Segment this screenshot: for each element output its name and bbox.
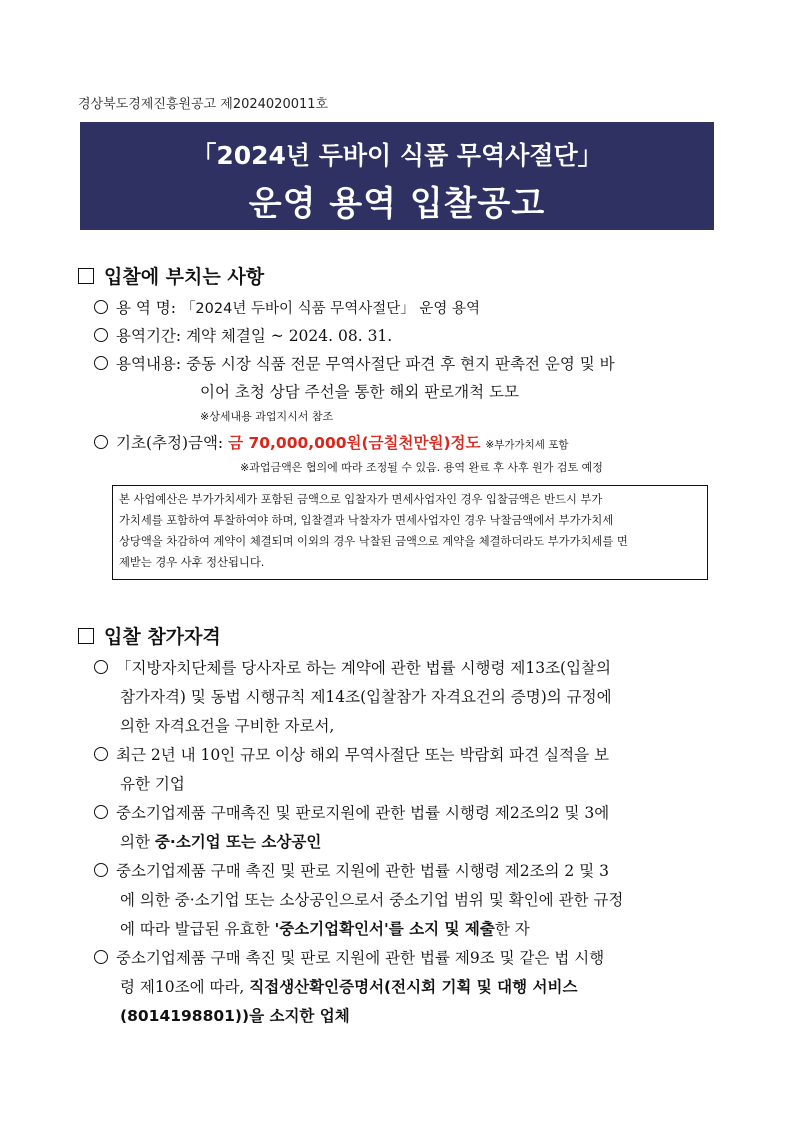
qualification-item2-line2: 유한 기업: [120, 775, 185, 793]
budget-note: ※과업금액은 협의에 따라 조정될 수 있음. 용역 완료 후 사후 원가 검토 예정: [240, 461, 603, 474]
service-content-line2: 이어 초청 상담 주선을 통한 해외 판로개척 도모: [200, 383, 519, 401]
content-note: ※상세내용 과업지시서 참조: [200, 410, 334, 423]
qualification-item4: 중소기업제품 구매 촉진 및 판로 지원에 관한 법률 시행령 제2조의 2 및 3: [94, 859, 609, 881]
title-banner: [80, 122, 714, 230]
circle-bullet-icon: [94, 863, 108, 877]
vat-notice-box: 본 사업예산은 부가가치세가 포함된 금액으로 입찰자가 면세사업자인 경우 입찰금액은 반드시 부가 가치세를 포함하여 투찰하여야 하며, 입찰결과 낙찰자가 면세사업자인 경우 낙찰금액에서 부가가치세 상당액을 차감하여 계약이 체결되며 이외의 경우 낙찰된 금액으로 계약을 체결하더라도 부가가치세를 면 제받는 경우 사후 정산됩니다.: [112, 485, 708, 580]
qualification-item1: 「지방자치단체를 당사자로 하는 계약에 관한 법률 시행령 제13조(입찰의: [94, 656, 611, 678]
square-bullet-icon: [78, 628, 94, 644]
square-bullet-icon: [78, 268, 94, 284]
circle-bullet-icon: [94, 328, 108, 342]
qualification-item1-line3: 의한 자격요건을 구비한 자로서,: [120, 717, 335, 735]
circle-bullet-icon: [94, 660, 108, 674]
section1-heading: 입찰에 부치는 사항: [78, 262, 264, 289]
notice-number: 경상북도경제진흥원공고 제2024020011호: [78, 97, 329, 112]
circle-bullet-icon: [94, 356, 108, 370]
qualification-item4-line2: 에 의한 중·소기업 또는 소상공인으로서 중소기업 범위 및 확인에 관한 규정: [120, 891, 624, 909]
service-name-row: 용 역 명: 「2024년 두바이 식품 무역사절단」 운영 용역: [94, 296, 480, 318]
banner-title-line1: 「2024년 두바이 식품 무역사절단」: [191, 141, 603, 170]
circle-bullet-icon: [94, 435, 108, 449]
qualification-item5: 중소기업제품 구매 촉진 및 판로 지원에 관한 법률 제9조 및 같은 법 시행: [94, 946, 604, 968]
qualification-item3: 중소기업제품 구매촉진 및 판로지원에 관한 법률 시행령 제2조의2 및 3에: [94, 801, 609, 823]
circle-bullet-icon: [94, 950, 108, 964]
banner-title-line2: 운영 용역 입찰공고: [248, 184, 546, 224]
circle-bullet-icon: [94, 747, 108, 761]
service-content-row: 용역내용: 중동 시장 식품 전문 무역사절단 파견 후 현지 판촉전 운영 및 바: [94, 352, 615, 374]
circle-bullet-icon: [94, 805, 108, 819]
budget-amount: 금 70,000,000원(금칠천만원)정도: [228, 434, 481, 452]
qualification-item2: 최근 2년 내 10인 규모 이상 해외 무역사절단 또는 박람회 파견 실적을 보: [94, 743, 609, 765]
circle-bullet-icon: [94, 300, 108, 314]
qualification-item5-line3: (8014198801))을 소지한 업체: [120, 1007, 350, 1025]
qualification-item4-line3: 에 따라 발급된 유효한 '중소기업확인서'를 소지 및 제출한 자: [120, 920, 530, 938]
qualification-item3-line2: 의한 중·소기업 또는 소상공인: [120, 833, 322, 851]
qualification-item5-line2: 령 제10조에 따라, 직접생산확인증명서(전시회 기획 및 대행 서비스: [120, 978, 578, 996]
qualification-item1-line2: 참가자격) 및 동법 시행규칙 제14조(입찰참가 자격요건의 증명)의 규정에: [120, 688, 612, 706]
section2-heading: 입찰 참가자격: [78, 622, 221, 649]
service-period-row: 용역기간: 계약 체결일 ~ 2024. 08. 31.: [94, 324, 392, 346]
vat-note: ※부가가치세 포함: [485, 439, 569, 451]
budget-row: 기초(추정)금액: 금 70,000,000원(금칠천만원)정도 ※부가가치세 포함: [94, 431, 569, 453]
